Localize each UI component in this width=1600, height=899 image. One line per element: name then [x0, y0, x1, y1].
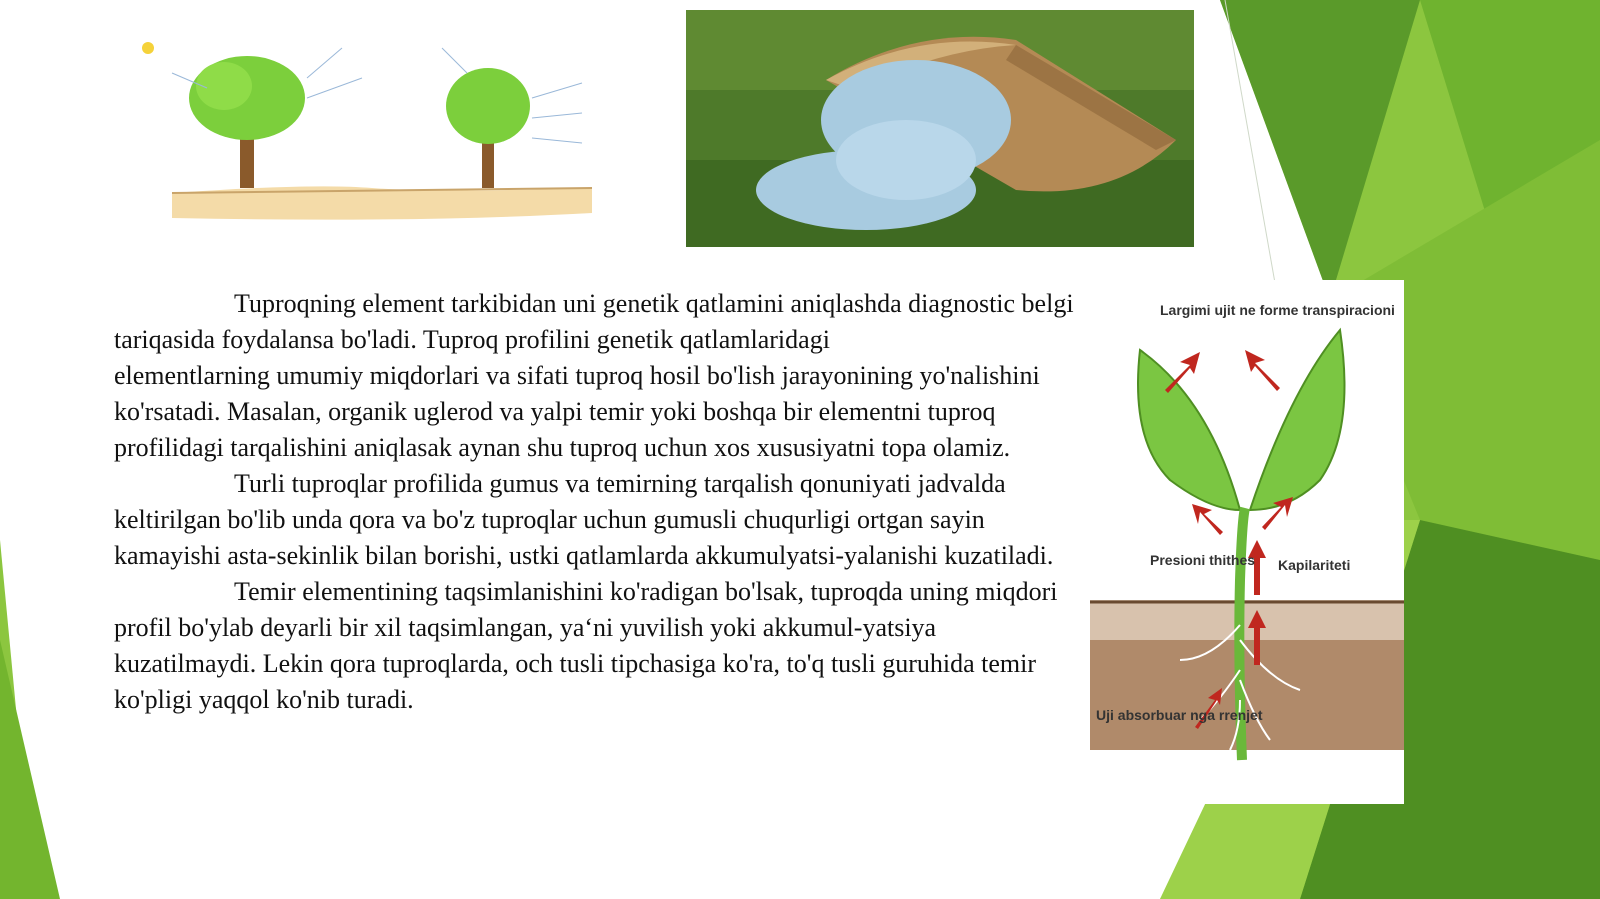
- label-capillarity: Kapilariteti: [1278, 557, 1351, 573]
- label-transpiration: Largimi ujit ne forme transpiracioni: [1160, 302, 1395, 318]
- label-root-pressure: Presioni thithes: [1150, 552, 1256, 568]
- paragraph-3: Turli tuproqlar profilida gumus va temirning tarqalish qonuniyati jadvalda: [234, 469, 1006, 498]
- plant-water-transport-diagram: [1090, 280, 1404, 804]
- paragraph-4: keltirilgan bo'lib unda qora va bo'z tuproqlar uchun gumusli chuqurligi ortgan sayin kamayishi asta-sekinlik bilan borishi, ustki qatlamlarda akkumulyatsi-yalanishi kuzatiladi.: [114, 505, 1054, 570]
- label-root-absorption: Uji absorbuar nga rrenjet: [1096, 707, 1263, 723]
- paragraph-2: elementlarning umumiy miqdorlari va sifati tuproq hosil bo'lish jarayonining yo'nalishini ko'rsatadi. Masalan, organik uglerod va yalpi temir yoki boshqa bir elementni tuproq profilidagi tarqalishini aniqlasak aynan shu tuproq uchun xos xususiyatni topa olamiz.: [114, 361, 1047, 462]
- slide-body-text: [114, 286, 1081, 718]
- paragraph-5: Temir elementining taqsimlanishini ko'radigan bo'lsak, tuproqda uning miqdori profil bo'ylab deyarli bir xil taqsimlangan, ya‘ni yuvilish yoki akkumul-yatsiya kuzatilmaydi. Lekin qora tuproqlarda, och tusli tipchasiga ko'ra, to'q tusli guruhida temir ko'pligi yaqqol ko'nib turadi.: [114, 577, 1065, 714]
- trees-diagram-image: [112, 28, 632, 228]
- paragraph-1: Tuproqning element tarkibidan uni genetik qatlamini aniqlashda diagnostic belgi tariqasida foydalansa bo'ladi. Tuproq profilini genetik qatlamlaridagi: [114, 289, 1081, 354]
- fertilizer-bag-image: [686, 10, 1194, 247]
